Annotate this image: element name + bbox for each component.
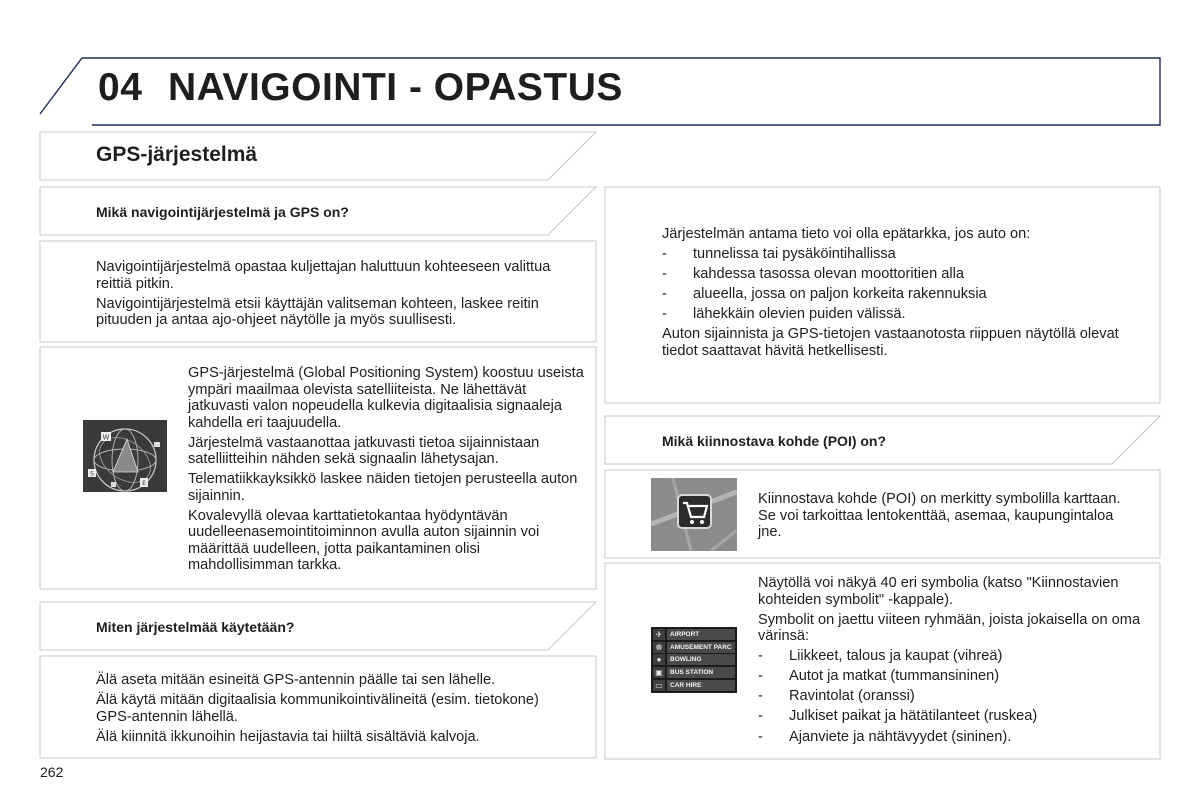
poi-body: [758, 491, 1138, 544]
chapter-number: 04: [98, 66, 143, 109]
ferris-wheel-icon: ☸: [653, 642, 665, 653]
poi-menu-label: AMUSEMENT PARC: [667, 642, 735, 653]
list-item: - Autot ja matkat (tummansininen): [758, 668, 1148, 685]
bus-icon: ▣: [653, 667, 665, 678]
q1-paragraph: Navigointijärjestelmä etsii käyttäjän valitseman kohteen, laskee reitin pituuden ja antaa ajo-ohjeet näytölle ja myös suullisesti.: [96, 295, 539, 329]
list-item: - tunnelissa tai pysäköintihallissa: [662, 246, 1142, 263]
q1-paragraph: Navigointijärjestelmä opastaa kuljettajan haluttuun kohteeseen valittua reittiä pitkin.: [96, 259, 551, 292]
gps-paragraph: Järjestelmä vastaanottaa jatkuvasti tietoa sijainnistaan satelliitteihin nähden sekä signaalin lähetysajan.: [188, 434, 540, 468]
q2-heading: Miten järjestelmää käytetään?: [96, 619, 295, 635]
poi-menu-row: [653, 654, 735, 666]
list-item: - alueella, jossa on paljon korkeita rakennuksia: [662, 286, 1142, 303]
globe-marker-e: E: [142, 480, 146, 487]
poi-menu-label: BUS STATION: [667, 667, 735, 678]
poi-shopping-cart-icon: [651, 478, 737, 551]
poi-menu-row: [653, 679, 735, 691]
car-icon: ▭: [653, 680, 665, 691]
list-item: - lähekkäin olevien puiden välissä.: [662, 306, 1142, 323]
gps-satellite-globe-image: [83, 420, 167, 492]
symbols-paragraph: Näytöllä voi näkyä 40 eri symbolia (katso "Kiinnostavien kohteiden symbolit" -kappale).: [758, 575, 1119, 608]
poi-menu-row: [653, 629, 735, 641]
poi-symbol-menu-image: [651, 627, 737, 693]
poi-menu-row: [653, 667, 735, 679]
q2-paragraph: Älä käytä mitään digitaalisia kommunikointivälineitä (esim. tietokone) GPS-antennin lähellä.: [96, 692, 539, 725]
q2-paragraph: Älä kiinnitä ikkunoihin heijastavia tai hiiltä sisältäviä kalvoja.: [96, 728, 480, 745]
poi-menu-label: BOWLING: [667, 654, 735, 665]
q1-heading: Mikä navigointijärjestelmä ja GPS on?: [96, 204, 349, 220]
poi-heading: Mikä kiinnostava kohde (POI) on?: [662, 433, 887, 449]
globe-marker-w: W: [102, 433, 110, 442]
symbol-groups-list: [758, 648, 1148, 745]
list-item: - kahdessa tasossa olevan moottoritien alla: [662, 266, 1142, 283]
list-item: - Liikkeet, talous ja kaupat (vihreä): [758, 648, 1148, 665]
accuracy-intro: Järjestelmän antama tieto voi olla epätarkka, jos auto on:: [662, 226, 1031, 242]
gps-paragraph: GPS-järjestelmä (Global Positioning System) koostuu useista ympäri maailmaa olevista satelliiteista. Ne lähettävät jatkuvasti valon nopeudella kulkevia digitaalisia signaaleja kahdella eri taajuudella.: [188, 365, 584, 431]
poi-menu-row: [653, 642, 735, 654]
poi-menu-label: AIRPORT: [667, 629, 735, 640]
gps-body: [188, 365, 584, 577]
chapter-title: NAVIGOINTI - OPASTUS: [168, 66, 623, 109]
poi-paragraph: Kiinnostava kohde (POI) on merkitty symbolilla karttaan. Se voi tarkoittaa lentokenttää, asemaa, kaupungintaloa jne.: [758, 491, 1121, 540]
symbols-body: [758, 575, 1148, 749]
section-title: GPS-järjestelmä: [96, 143, 258, 166]
accuracy-outro: Auton sijainnista ja GPS-tietojen vastaanotosta riippuen näytöllä olevat tiedot saattavat hävitä hetkellisesti.: [662, 326, 1119, 359]
globe-marker-s: S: [90, 470, 94, 478]
list-item: - Ravintolat (oranssi): [758, 688, 1148, 705]
accuracy-body: [662, 226, 1142, 363]
list-item: - Julkiset paikat ja hätätilanteet (ruskea): [758, 708, 1148, 725]
gps-paragraph: Kovalevyllä olevaa karttatietokantaa hyödyntävän uudelleenasemointitoiminnon avulla auton sijainnin voi määrittää uudelleen, jotta paikantaminen olisi mahdollisimman tarkka.: [188, 507, 540, 574]
page-number: 262: [40, 764, 64, 780]
accuracy-list: [662, 246, 1142, 323]
symbols-paragraph: Symbolit on jaettu viiteen ryhmään, joista jokaisella on oma värinsä:: [758, 611, 1141, 645]
bowling-icon: ●: [653, 654, 665, 665]
poi-menu-label: CAR HIRE: [667, 680, 735, 691]
q1-body: [96, 259, 566, 332]
gps-paragraph: Telematiikkayksikkö laskee näiden tietojen perusteella auton sijainnin.: [188, 471, 578, 504]
airplane-icon: ✈: [653, 629, 665, 640]
list-item: - Ajanviete ja nähtävyydet (sininen).: [758, 729, 1148, 746]
q2-body: [96, 672, 566, 749]
q2-paragraph: Älä aseta mitään esineitä GPS-antennin päälle tai sen lähelle.: [96, 672, 496, 688]
